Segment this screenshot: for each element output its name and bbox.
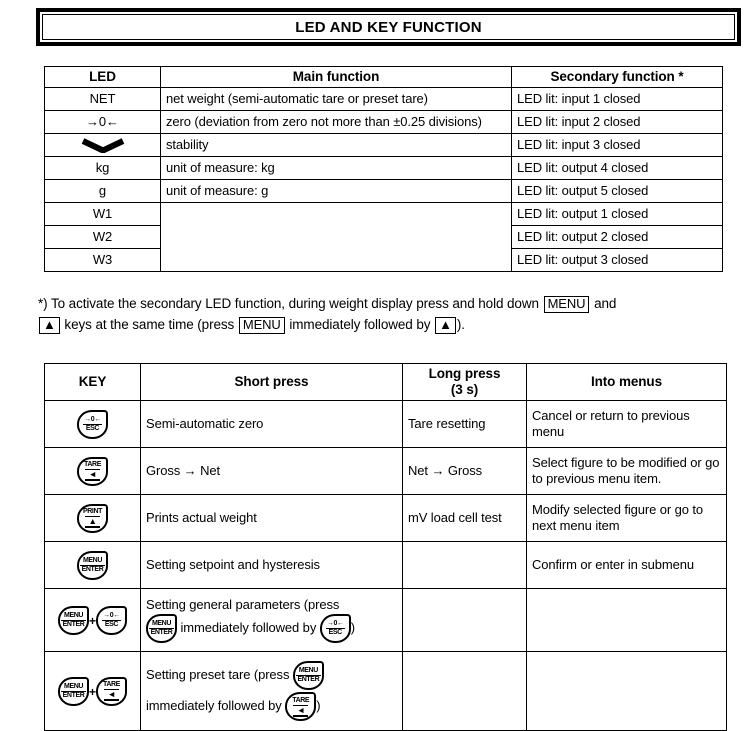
menu-enter-key-icon [58,606,89,635]
key-column-header: KEY [45,364,141,401]
led-function-table [44,66,723,272]
into-menus-column-header: Into menus [527,364,727,401]
boxed-key-label: MENU [239,317,285,334]
key-cell [45,589,141,652]
main-function-column-header: Main function [161,67,512,88]
key-bottom-label: ENTER [150,628,173,636]
text-segment: Gross → Net [146,463,221,479]
key-cell [45,542,141,589]
long-press-duration-label: (3 s) [450,382,479,398]
text-segment: Prints actual weight [146,510,257,526]
long-press-cell [403,542,527,589]
led-cell: kg [45,157,161,180]
tare-key-icon [77,457,108,486]
key-bottom-label: ENTER [81,565,104,573]
long-press-cell [403,589,527,652]
secondary-function-cell: LED lit: output 3 closed [512,249,723,272]
secondary-function-cell: LED lit: input 2 closed [512,111,723,134]
led-cell [45,134,161,157]
text-segment: ) [316,698,321,714]
led-table-row [45,180,723,203]
tare-key-icon [285,692,316,721]
key-cell [45,652,141,731]
into-menus-cell: Select figure to be modified or go to previous menu item. [527,448,727,495]
print-key-icon [77,504,108,533]
secondary-function-footnote [38,294,738,336]
led-table-row [45,88,723,111]
menu-enter-key-icon [77,551,108,580]
main-function-cell: unit of measure: g [161,180,512,203]
text-segment: Semi-automatic zero [146,416,264,432]
stability-icon-wrap [81,138,125,153]
key-bottom-label: ESC [326,628,345,637]
boxed-key-label: ▲ [39,317,60,334]
short-press-cell [141,495,403,542]
zero-esc-key-icon [96,606,127,635]
key-top-label: MENU [64,682,84,690]
main-function-cell: zero (deviation from zero not more than ±0.25 divisions) [161,111,512,134]
boxed-key-label: MENU [544,296,590,313]
led-table-row [45,203,723,226]
title-banner [36,8,741,46]
main-function-cell: stability [161,134,512,157]
text-segment: immediately followed by [146,698,286,714]
led-cell: g [45,180,161,203]
key-bottom-label: ENTER [62,620,85,628]
key-bottom-label: ENTER [297,676,320,684]
short-press-column-header: Short press [141,364,403,401]
into-menus-cell: Modify selected figure or go to next menu item [527,495,727,542]
key-function-table [44,363,727,731]
tare-key-icon [96,677,127,706]
key-table-row [45,401,727,448]
text-segment: immediately followed by [177,619,320,635]
led-table-row [45,134,723,157]
text-segment: ). [456,316,465,332]
long-press-cell: Net → Gross [403,448,527,495]
led-cell: →0← [45,111,161,134]
main-function-cell: unit of measure: kg [161,157,512,180]
led-cell: NET [45,88,161,111]
text-segment: ) [350,619,355,635]
key-bottom-label: ▲ [85,516,100,528]
led-table-row [45,157,723,180]
led-table-row [45,111,723,134]
key-table-body [45,401,727,731]
long-press-column-header: Long press (3 s) [403,364,527,401]
menu-enter-key-icon [146,614,177,643]
key-bottom-label: ENTER [62,691,85,699]
key-top-label: →0← [103,611,120,619]
zero-esc-key-icon [320,614,351,643]
secondary-function-cell: LED lit: output 5 closed [512,180,723,203]
key-top-label: MENU [298,667,318,675]
key-table-row [45,448,727,495]
into-menus-cell [527,652,727,731]
key-cell [45,448,141,495]
plus-separator: + [89,613,96,628]
key-top-label: MENU [64,611,84,619]
boxed-key-label: ▲ [435,317,456,334]
key-table-row [45,652,727,731]
key-table-row [45,495,727,542]
key-top-label: MENU [151,619,171,627]
secondary-function-cell: LED lit: output 1 closed [512,203,723,226]
key-top-label: →0← [326,619,344,627]
key-bottom-label: ◄ [293,705,308,717]
main-function-cell: net weight (semi-automatic tare or preset tare) [161,88,512,111]
text-segment: *) To activate the secondary LED function, during weight display press and hold down [38,296,543,311]
led-cell: W2 [45,226,161,249]
led-cell: W1 [45,203,161,226]
led-table-body [45,88,723,272]
long-press-cell: Tare resetting [403,401,527,448]
key-top-label: TARE [292,696,310,704]
key-cell [45,401,141,448]
key-top-label: PRINT [82,508,102,516]
long-press-cell: mV load cell test [403,495,527,542]
text-segment: Setting general parameters (press [146,596,340,612]
long-press-cell [403,652,527,731]
text-segment: Setting preset tare (press [146,667,293,683]
led-cell: W3 [45,249,161,272]
key-top-label: MENU [82,556,102,564]
text-segment: keys at the same time (press [60,316,238,332]
secondary-function-column-header: Secondary function * [512,67,723,88]
led-column-header: LED [45,67,161,88]
key-bottom-label: ◄ [104,689,119,701]
secondary-function-cell: LED lit: input 1 closed [512,88,723,111]
key-table-header-row [45,364,727,401]
key-cell [45,495,141,542]
key-bottom-label: ESC [83,424,102,433]
menu-enter-key-icon [293,661,324,690]
page-title: LED AND KEY FUNCTION [42,14,735,40]
key-bottom-label: ESC [102,620,121,629]
zero-esc-key-icon [77,410,108,439]
key-top-label: TARE [102,681,120,689]
secondary-function-cell: LED lit: output 2 closed [512,226,723,249]
text-segment: immediately followed by [285,316,435,332]
short-press-cell [141,542,403,589]
secondary-function-cell: LED lit: output 4 closed [512,157,723,180]
key-bottom-label: ◄ [85,469,100,481]
key-top-label: TARE [84,461,101,469]
secondary-function-cell: LED lit: input 3 closed [512,134,723,157]
text-segment: Setting setpoint and hysteresis [146,557,320,573]
key-table-row [45,589,727,652]
stability-icon [81,138,125,153]
short-press-cell [141,652,403,731]
short-press-cell [141,448,403,495]
text-segment: and [590,296,617,311]
short-press-cell [141,589,403,652]
main-function-cell [161,203,512,272]
key-table-row [45,542,727,589]
into-menus-cell: Confirm or enter in submenu [527,542,727,589]
plus-separator: + [89,684,96,699]
key-top-label: →0← [84,415,101,423]
short-press-cell [141,401,403,448]
into-menus-cell [527,589,727,652]
into-menus-cell: Cancel or return to previous menu [527,401,727,448]
menu-enter-key-icon [58,677,89,706]
led-table-header-row [45,67,723,88]
